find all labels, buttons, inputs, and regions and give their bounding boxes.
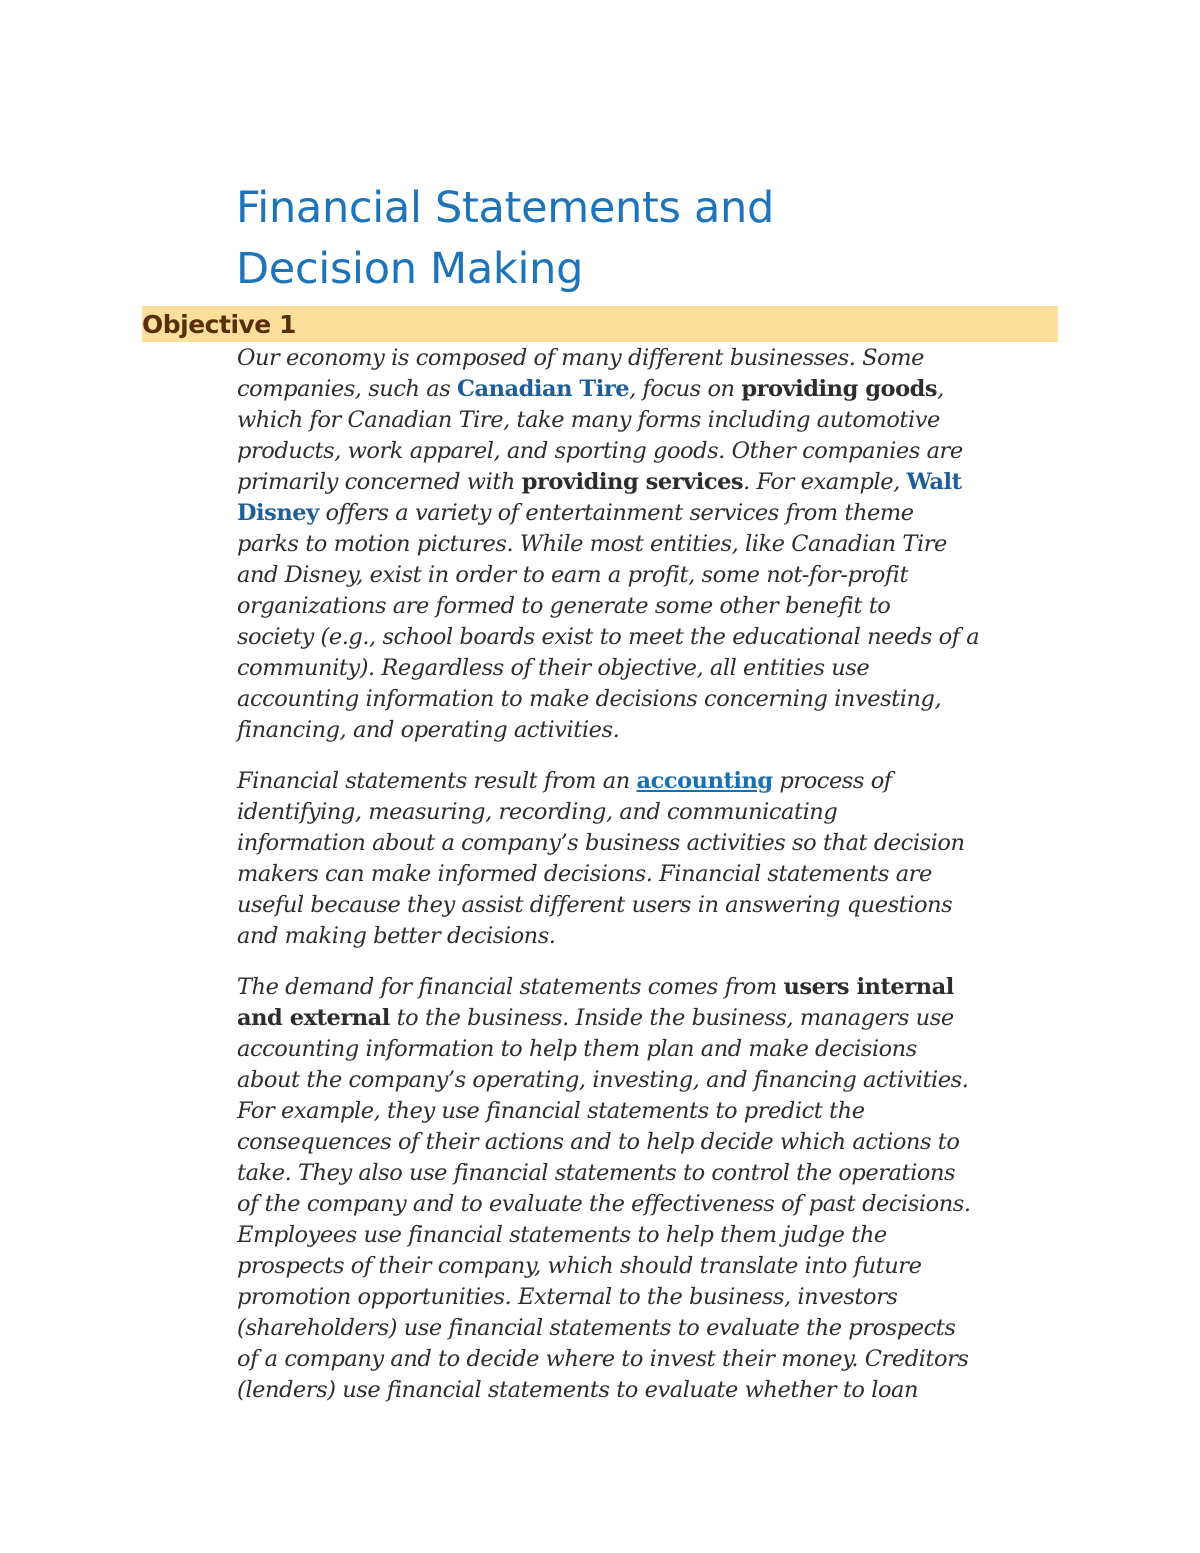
text-line: Financial statements result from an accounting process of xyxy=(237,768,892,794)
text-line: and making better decisions. xyxy=(237,923,556,949)
accounting-link[interactable]: accounting xyxy=(636,768,773,794)
text-line: primarily concerned with providing services. For example, Walt xyxy=(237,469,962,495)
text-line: useful because they assist different users in answering questions xyxy=(237,892,953,918)
text-line: which for Canadian Tire, take many forms including automotive xyxy=(237,407,940,433)
text-line: consequences of their actions and to help decide which actions to xyxy=(237,1129,960,1155)
company-name-walt: Walt xyxy=(906,469,962,495)
text-line: parks to motion pictures. While most entities, like Canadian Tire xyxy=(237,531,947,557)
text-line: (lenders) use financial statements to evaluate whether to loan xyxy=(237,1377,919,1403)
text-line: accounting information to make decisions concerning investing, xyxy=(237,686,942,712)
text-line: For example, they use financial statements to predict the xyxy=(237,1098,865,1124)
text-line: Our economy is composed of many different businesses. Some xyxy=(237,345,924,371)
text-line: Employees use financial statements to help them judge the xyxy=(237,1222,887,1248)
text-line: companies, such as Canadian Tire, focus on providing goods, xyxy=(237,376,944,402)
text-line: The demand for financial statements comes from users internal xyxy=(237,974,954,1000)
paragraph-2 xyxy=(237,766,977,952)
text-line: accounting information to help them plan and make decisions xyxy=(237,1036,917,1062)
text-line: organizations are formed to generate some other benefit to xyxy=(237,593,891,619)
document-title xyxy=(236,178,996,300)
text-line: prospects of their company, which should translate into future xyxy=(237,1253,922,1279)
text-line: society (e.g., school boards exist to meet the educational needs of a xyxy=(237,624,980,650)
text-line: of the company and to evaluate the effectiveness of past decisions. xyxy=(237,1191,971,1217)
company-name-disney: Disney xyxy=(237,500,319,526)
title-line-2: Decision Making xyxy=(236,244,584,294)
key-term-providing-services: providing services xyxy=(521,469,744,495)
text-line: and external to the business. Inside the business, managers use xyxy=(237,1005,954,1031)
text-line: of a company and to decide where to invest their money. Creditors xyxy=(237,1346,969,1372)
text-line: makers can make informed decisions. Financial statements are xyxy=(237,861,932,887)
text-line: products, work apparel, and sporting goods. Other companies are xyxy=(237,438,963,464)
key-term-providing-goods: providing goods xyxy=(741,376,938,402)
text-line: (shareholders) use financial statements to evaluate the prospects xyxy=(237,1315,956,1341)
text-line: identifying, measuring, recording, and communicating xyxy=(237,799,838,825)
company-name-canadian-tire: Canadian Tire xyxy=(457,376,630,402)
text-line: information about a company’s business activities so that decision xyxy=(237,830,965,856)
title-line-1: Financial Statements and xyxy=(236,183,775,233)
text-line: financing, and operating activities. xyxy=(237,717,620,743)
text-line: take. They also use financial statements to control the operations xyxy=(237,1160,956,1186)
paragraph-1 xyxy=(237,343,980,746)
objective-heading: Objective 1 xyxy=(142,310,296,339)
key-term-users-internal: users internal xyxy=(783,974,954,1000)
key-term-and-external: and external xyxy=(237,1005,390,1031)
text-line: Disney offers a variety of entertainment services from theme xyxy=(237,500,914,526)
document-body xyxy=(237,343,980,1426)
paragraph-3 xyxy=(237,972,977,1406)
text-line: and Disney, exist in order to earn a profit, some not-for-profit xyxy=(237,562,909,588)
text-line: community). Regardless of their objective, all entities use xyxy=(237,655,870,681)
text-line: about the company’s operating, investing, and financing activities. xyxy=(237,1067,969,1093)
text-line: promotion opportunities. External to the business, investors xyxy=(237,1284,898,1310)
